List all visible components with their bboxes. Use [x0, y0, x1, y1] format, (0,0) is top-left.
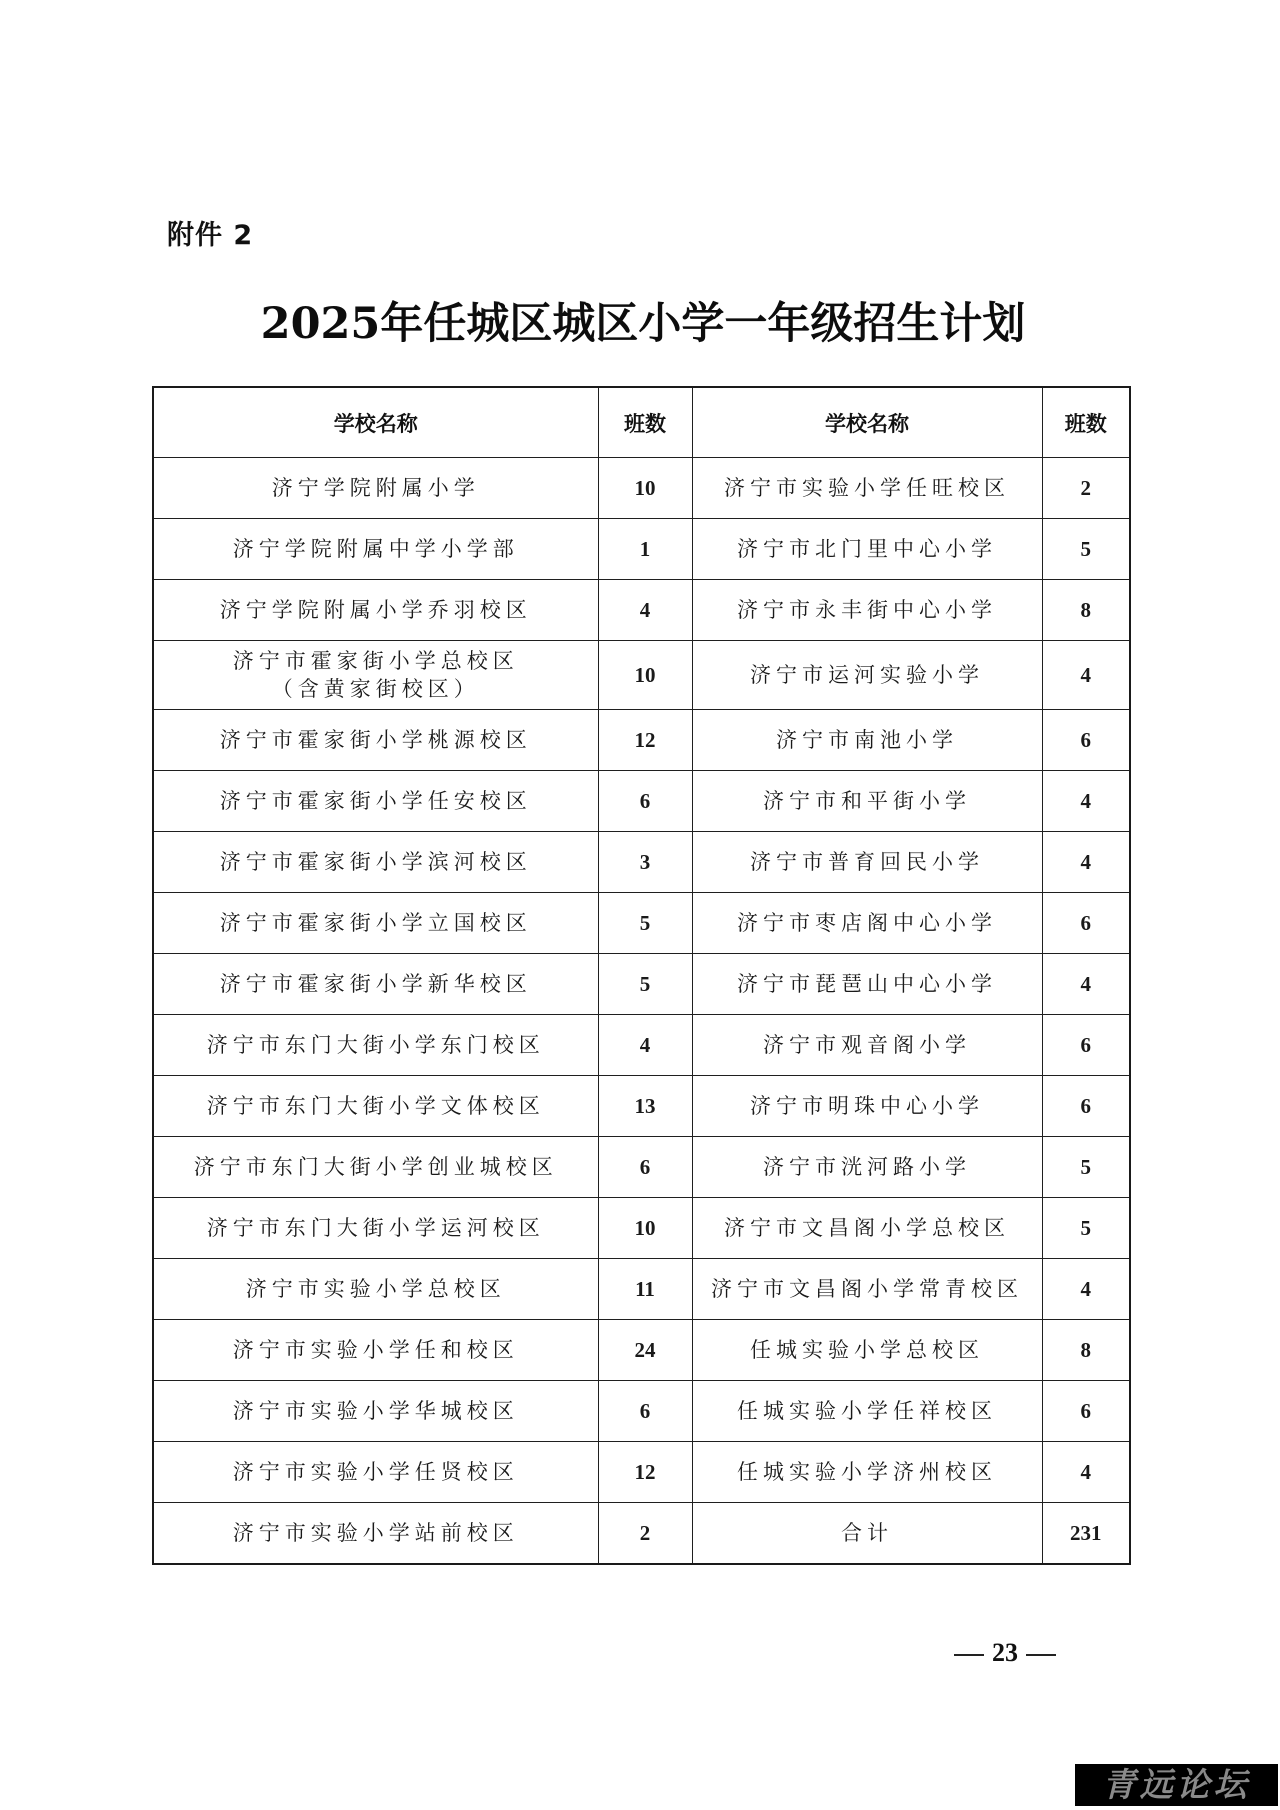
- table-row: [153, 832, 1130, 893]
- table-row: [153, 458, 1130, 519]
- class-count-cell: 2: [1042, 458, 1130, 519]
- class-count-cell: 4: [598, 1015, 692, 1076]
- table-row: [153, 1381, 1130, 1442]
- class-count-cell: 24: [598, 1320, 692, 1381]
- school-name-cell: 济宁市实验小学华城校区: [153, 1381, 598, 1442]
- class-count-cell: 6: [1042, 1015, 1130, 1076]
- class-count-cell: 2: [598, 1503, 692, 1565]
- class-count-cell: 5: [1042, 1198, 1130, 1259]
- total-label-cell: 合计: [692, 1503, 1042, 1565]
- school-name-cell: 济宁市霍家街小学任安校区: [153, 771, 598, 832]
- table-row: [153, 641, 1130, 710]
- attachment-label: 附件 2: [167, 220, 254, 251]
- school-name-cell: 济宁市北门里中心小学: [692, 519, 1042, 580]
- table-row: [153, 954, 1130, 1015]
- school-name-cell: 济宁市实验小学任旺校区: [692, 458, 1042, 519]
- class-count-cell: 13: [598, 1076, 692, 1137]
- school-name-cell: 济宁市永丰街中心小学: [692, 580, 1042, 641]
- school-name-cell: 济宁市霍家街小学桃源校区: [153, 710, 598, 771]
- school-name-cell: 济宁学院附属小学: [153, 458, 598, 519]
- dash-left: [954, 1654, 984, 1656]
- column-header-class-count-left: 班数: [598, 387, 692, 458]
- class-count-cell: 6: [598, 1137, 692, 1198]
- column-header-school-name-right: 学校名称: [692, 387, 1042, 458]
- enrollment-plan-table: [152, 386, 1131, 1565]
- school-name-cell: 济宁市东门大街小学东门校区: [153, 1015, 598, 1076]
- class-count-cell: 4: [1042, 641, 1130, 710]
- column-header-school-name-left: 学校名称: [153, 387, 598, 458]
- table-row: [153, 1320, 1130, 1381]
- table-row: [153, 519, 1130, 580]
- school-name-cell: 济宁学院附属中学小学部: [153, 519, 598, 580]
- school-name-cell: 济宁市霍家街小学滨河校区: [153, 832, 598, 893]
- table-row: [153, 580, 1130, 641]
- class-count-cell: 4: [1042, 1442, 1130, 1503]
- school-name-cell: 济宁市琵琶山中心小学: [692, 954, 1042, 1015]
- school-name-cell: 济宁市观音阁小学: [692, 1015, 1042, 1076]
- class-count-cell: 12: [598, 710, 692, 771]
- class-count-cell: 6: [598, 771, 692, 832]
- page-number-value: 23: [992, 1638, 1018, 1667]
- school-name-cell: [153, 641, 598, 710]
- class-count-cell: 5: [598, 954, 692, 1015]
- school-name-cell: 任城实验小学任祥校区: [692, 1381, 1042, 1442]
- class-count-cell: 6: [1042, 1076, 1130, 1137]
- class-count-cell: 1: [598, 519, 692, 580]
- class-count-cell: 12: [598, 1442, 692, 1503]
- class-count-cell: 10: [598, 458, 692, 519]
- class-count-cell: 6: [1042, 710, 1130, 771]
- school-name-cell: 济宁市洸河路小学: [692, 1137, 1042, 1198]
- class-count-cell: 11: [598, 1259, 692, 1320]
- school-name-line-2: （含黄家街校区）: [271, 677, 480, 701]
- school-name-cell: 济宁市东门大街小学文体校区: [153, 1076, 598, 1137]
- table-header-row: [153, 387, 1130, 458]
- class-count-cell: 4: [1042, 832, 1130, 893]
- table-row: [153, 710, 1130, 771]
- school-name-cell: 济宁市东门大街小学创业城校区: [153, 1137, 598, 1198]
- watermark-logo: 青远论坛: [1075, 1764, 1278, 1806]
- school-name-cell: 济宁市东门大街小学运河校区: [153, 1198, 598, 1259]
- dash-right: [1026, 1654, 1056, 1656]
- school-name-cell: 济宁市文昌阁小学总校区: [692, 1198, 1042, 1259]
- school-name-cell: 济宁市运河实验小学: [692, 641, 1042, 710]
- column-header-class-count-right: 班数: [1042, 387, 1130, 458]
- class-count-cell: 4: [598, 580, 692, 641]
- table-row: [153, 1259, 1130, 1320]
- class-count-cell: 5: [1042, 1137, 1130, 1198]
- class-count-cell: 6: [1042, 1381, 1130, 1442]
- table-row: [153, 1198, 1130, 1259]
- class-count-cell: 6: [598, 1381, 692, 1442]
- class-count-cell: 8: [1042, 580, 1130, 641]
- school-name-cell: 济宁市霍家街小学立国校区: [153, 893, 598, 954]
- school-name-cell: 济宁市实验小学站前校区: [153, 1503, 598, 1565]
- table-row: [153, 1076, 1130, 1137]
- table-row: [153, 771, 1130, 832]
- table-row-total: [153, 1503, 1130, 1565]
- school-name-cell: 济宁市和平街小学: [692, 771, 1042, 832]
- school-name-line-1: 济宁市霍家街小学总校区: [232, 649, 519, 673]
- school-name-cell: 任城实验小学总校区: [692, 1320, 1042, 1381]
- class-count-cell: 5: [1042, 519, 1130, 580]
- class-count-cell: 5: [598, 893, 692, 954]
- school-name-cell: 济宁市文昌阁小学常青校区: [692, 1259, 1042, 1320]
- class-count-cell: 4: [1042, 771, 1130, 832]
- school-name-cell: 济宁市实验小学总校区: [153, 1259, 598, 1320]
- page-number: [940, 1636, 1070, 1670]
- school-name-cell: 济宁市明珠中心小学: [692, 1076, 1042, 1137]
- school-name-cell: 济宁市枣店阁中心小学: [692, 893, 1042, 954]
- class-count-cell: 10: [598, 641, 692, 710]
- table-row: [153, 1015, 1130, 1076]
- class-count-cell: 6: [1042, 893, 1130, 954]
- page-title: 2025年任城区城区小学一年级招生计划: [260, 299, 1026, 349]
- total-count-cell: 231: [1042, 1503, 1130, 1565]
- school-name-cell: 济宁学院附属小学乔羽校区: [153, 580, 598, 641]
- school-name-cell: 济宁市实验小学任贤校区: [153, 1442, 598, 1503]
- school-name-cell: 济宁市霍家街小学新华校区: [153, 954, 598, 1015]
- table-row: [153, 1442, 1130, 1503]
- school-name-cell: 济宁市南池小学: [692, 710, 1042, 771]
- class-count-cell: 8: [1042, 1320, 1130, 1381]
- school-name-cell: 任城实验小学济州校区: [692, 1442, 1042, 1503]
- class-count-cell: 10: [598, 1198, 692, 1259]
- table-row: [153, 893, 1130, 954]
- class-count-cell: 3: [598, 832, 692, 893]
- class-count-cell: 4: [1042, 1259, 1130, 1320]
- school-name-cell: 济宁市实验小学任和校区: [153, 1320, 598, 1381]
- class-count-cell: 4: [1042, 954, 1130, 1015]
- table-row: [153, 1137, 1130, 1198]
- school-name-cell: 济宁市普育回民小学: [692, 832, 1042, 893]
